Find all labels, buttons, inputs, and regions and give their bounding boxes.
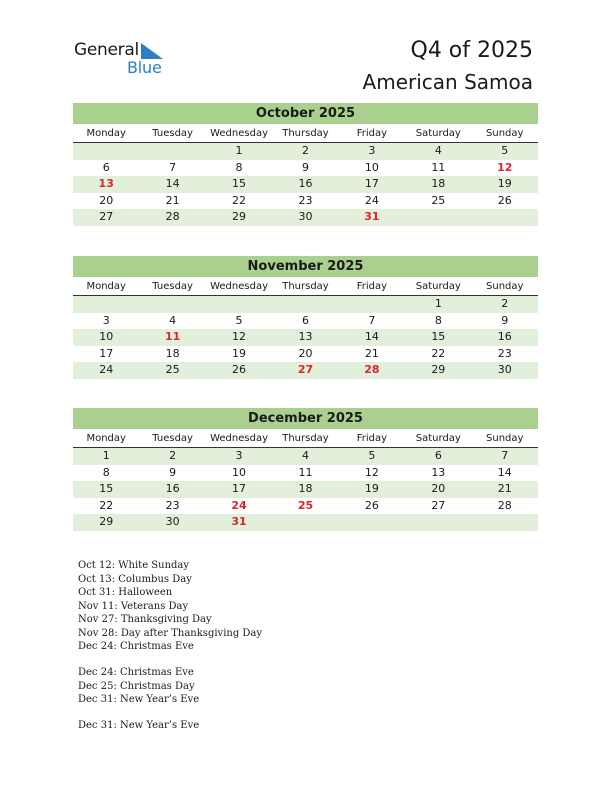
week-row (73, 465, 538, 482)
date-cell: 26 (497, 193, 512, 207)
date-cell: 17 (232, 482, 247, 495)
date-cell: 15 (99, 482, 114, 495)
weekday-label: Sunday (486, 281, 524, 292)
date-cell: 20 (298, 346, 313, 360)
date-cell: 7 (501, 449, 509, 462)
date-cell: 30 (298, 210, 313, 223)
holiday-date-cell: 24 (231, 498, 247, 512)
date-cell: 8 (235, 160, 243, 174)
week-row (73, 481, 538, 498)
date-cell: 26 (364, 498, 379, 512)
month-calendar (73, 103, 538, 226)
weekday-label: Friday (356, 433, 388, 444)
holiday-note: Oct 31: Halloween (78, 587, 173, 598)
date-cell: 22 (99, 498, 114, 512)
date-cell: 18 (298, 482, 313, 495)
logo-triangle-icon (141, 43, 163, 59)
date-cell: 24 (99, 363, 114, 376)
date-cell: 6 (301, 313, 309, 327)
date-cell: 2 (501, 297, 509, 310)
date-cell: 15 (431, 330, 446, 343)
date-cell (339, 296, 405, 313)
week-row (73, 362, 538, 379)
week-row (73, 448, 538, 465)
date-cell: 17 (364, 177, 379, 190)
weekday-label: Saturday (415, 433, 461, 444)
date-cell: 18 (431, 177, 446, 190)
logo-word-general: General (74, 40, 139, 60)
month-title: October 2025 (73, 103, 538, 124)
date-cell (73, 143, 139, 160)
date-cell: 22 (431, 346, 446, 360)
holiday-date-cell: 27 (297, 363, 314, 376)
date-cell: 3 (368, 144, 376, 157)
date-cell: 29 (431, 363, 446, 376)
weekday-header-row (73, 277, 538, 296)
date-cell (339, 514, 405, 531)
date-cell: 25 (431, 193, 446, 207)
date-cell (472, 209, 538, 226)
week-row (73, 498, 538, 515)
date-cell: 5 (501, 144, 509, 157)
date-cell (272, 514, 338, 531)
date-cell: 13 (431, 465, 446, 479)
date-cell (139, 296, 205, 313)
date-cell: 21 (364, 346, 379, 360)
week-row (73, 514, 538, 531)
date-cell: 1 (434, 297, 442, 310)
note-spacer (78, 707, 262, 720)
holiday-note: Oct 12: White Sunday (78, 560, 190, 571)
date-cell: 9 (501, 313, 509, 327)
date-cell: 1 (102, 449, 110, 462)
date-cell: 23 (298, 193, 313, 207)
date-cell: 24 (364, 193, 379, 207)
date-cell: 27 (99, 210, 114, 223)
date-cell: 16 (497, 330, 512, 343)
date-cell: 9 (301, 160, 309, 174)
date-cell: 6 (102, 160, 110, 174)
holiday-note: Dec 31: New Year’s Eve (78, 720, 200, 731)
month-title: December 2025 (73, 408, 538, 429)
weekday-label: Sunday (486, 128, 524, 139)
holiday-date-cell: 11 (164, 330, 181, 343)
holiday-date-cell: 12 (497, 160, 513, 174)
weekday-label: Saturday (415, 281, 461, 292)
date-cell: 21 (497, 482, 512, 495)
week-row (73, 313, 538, 330)
date-cell: 11 (298, 465, 313, 479)
date-cell: 1 (235, 144, 243, 157)
holiday-note: Nov 27: Thanksgiving Day (78, 614, 212, 625)
holiday-note: Nov 28: Day after Thanksgiving Day (78, 627, 263, 639)
weekday-label: Tuesday (152, 281, 193, 292)
logo-word-blue: Blue (127, 58, 162, 77)
holiday-date-cell: 13 (98, 177, 114, 190)
weekday-label: Thursday (282, 281, 329, 292)
date-cell (405, 209, 471, 226)
date-cell: 20 (431, 482, 446, 495)
week-row (73, 160, 538, 177)
weekday-label: Monday (86, 433, 126, 444)
date-cell: 28 (497, 498, 512, 512)
date-cell (272, 296, 338, 313)
date-cell: 3 (235, 449, 243, 462)
date-cell: 22 (232, 193, 247, 207)
holiday-date-cell: 28 (364, 363, 380, 376)
date-cell: 9 (169, 465, 177, 479)
date-cell: 28 (165, 210, 180, 223)
date-cell: 19 (497, 177, 512, 190)
date-cell: 27 (431, 498, 446, 512)
date-cell (206, 296, 272, 313)
date-cell: 29 (99, 515, 114, 528)
weekday-label: Tuesday (152, 128, 193, 139)
date-cell: 19 (232, 346, 247, 360)
holiday-note: Oct 13: Columbus Day (78, 573, 192, 585)
weekday-label: Thursday (282, 433, 329, 444)
holiday-note: Dec 25: Christmas Day (78, 680, 195, 692)
date-cell: 17 (99, 346, 114, 360)
week-row (73, 193, 538, 210)
date-cell: 16 (165, 482, 180, 495)
date-cell: 19 (364, 482, 379, 495)
date-cell: 14 (165, 177, 180, 190)
date-cell: 29 (232, 210, 247, 223)
weekday-label: Wednesday (210, 433, 268, 444)
date-cell: 12 (232, 330, 247, 343)
holiday-note: Dec 24: Christmas Eve (78, 641, 194, 652)
weekday-header-row (73, 124, 538, 143)
date-cell: 10 (232, 465, 247, 479)
date-cell (472, 514, 538, 531)
holiday-note: Nov 11: Veterans Day (78, 600, 189, 612)
date-cell: 4 (301, 449, 309, 462)
date-cell (73, 296, 139, 313)
date-cell: 6 (434, 449, 442, 462)
date-cell: 4 (434, 144, 442, 157)
date-cell: 16 (298, 177, 313, 190)
weekday-label: Wednesday (210, 128, 268, 139)
weekday-label: Thursday (282, 128, 329, 139)
week-row (73, 329, 538, 346)
holiday-note: Dec 31: New Year’s Eve (78, 694, 200, 705)
date-cell: 23 (165, 498, 180, 512)
note-spacer (78, 654, 262, 667)
holiday-date-cell: 31 (231, 515, 247, 528)
week-row (73, 176, 538, 193)
weekday-label: Friday (356, 281, 388, 292)
date-cell: 12 (364, 465, 379, 479)
weekday-label: Friday (356, 128, 388, 139)
date-cell: 7 (169, 160, 177, 174)
date-cell: 4 (169, 313, 177, 327)
date-cell: 8 (434, 313, 442, 327)
weekday-header-row (73, 429, 538, 448)
date-cell: 25 (165, 363, 180, 376)
month-calendar (73, 256, 538, 379)
date-cell: 8 (102, 465, 110, 479)
date-cell: 5 (368, 449, 376, 462)
week-row (73, 296, 538, 313)
date-cell: 21 (165, 193, 180, 207)
holiday-date-cell: 31 (364, 210, 380, 223)
date-cell: 11 (431, 160, 446, 174)
date-cell: 2 (169, 449, 177, 462)
date-cell: 23 (497, 346, 512, 360)
date-cell: 2 (301, 144, 309, 157)
date-cell: 18 (165, 346, 180, 360)
weekday-label: Monday (86, 281, 126, 292)
week-row (73, 143, 538, 160)
date-cell: 5 (235, 313, 243, 327)
weekday-label: Tuesday (152, 433, 193, 444)
page-title: Q4 of 2025 (410, 38, 533, 63)
date-cell: 14 (497, 465, 512, 479)
weekday-label: Monday (86, 128, 126, 139)
date-cell: 13 (298, 330, 313, 343)
month-title: November 2025 (73, 256, 538, 277)
holiday-notes (78, 559, 262, 733)
date-cell: 3 (102, 313, 110, 327)
holiday-note: Dec 24: Christmas Eve (78, 667, 194, 678)
date-cell: 30 (165, 515, 180, 528)
logo (74, 40, 174, 80)
date-cell: 20 (99, 193, 114, 207)
date-cell: 10 (364, 160, 379, 174)
holiday-date-cell: 25 (297, 498, 314, 512)
date-cell: 7 (368, 313, 376, 327)
date-cell: 10 (99, 330, 114, 343)
week-row (73, 346, 538, 363)
date-cell: 26 (232, 363, 247, 376)
page-subtitle: American Samoa (362, 70, 533, 94)
date-cell: 15 (232, 177, 247, 190)
date-cell (405, 514, 471, 531)
week-row (73, 209, 538, 226)
weekday-label: Wednesday (210, 281, 268, 292)
weekday-label: Sunday (486, 433, 524, 444)
date-cell: 14 (364, 330, 379, 343)
month-calendar (73, 408, 538, 531)
date-cell: 30 (497, 363, 512, 376)
date-cell (139, 143, 205, 160)
weekday-label: Saturday (415, 128, 461, 139)
